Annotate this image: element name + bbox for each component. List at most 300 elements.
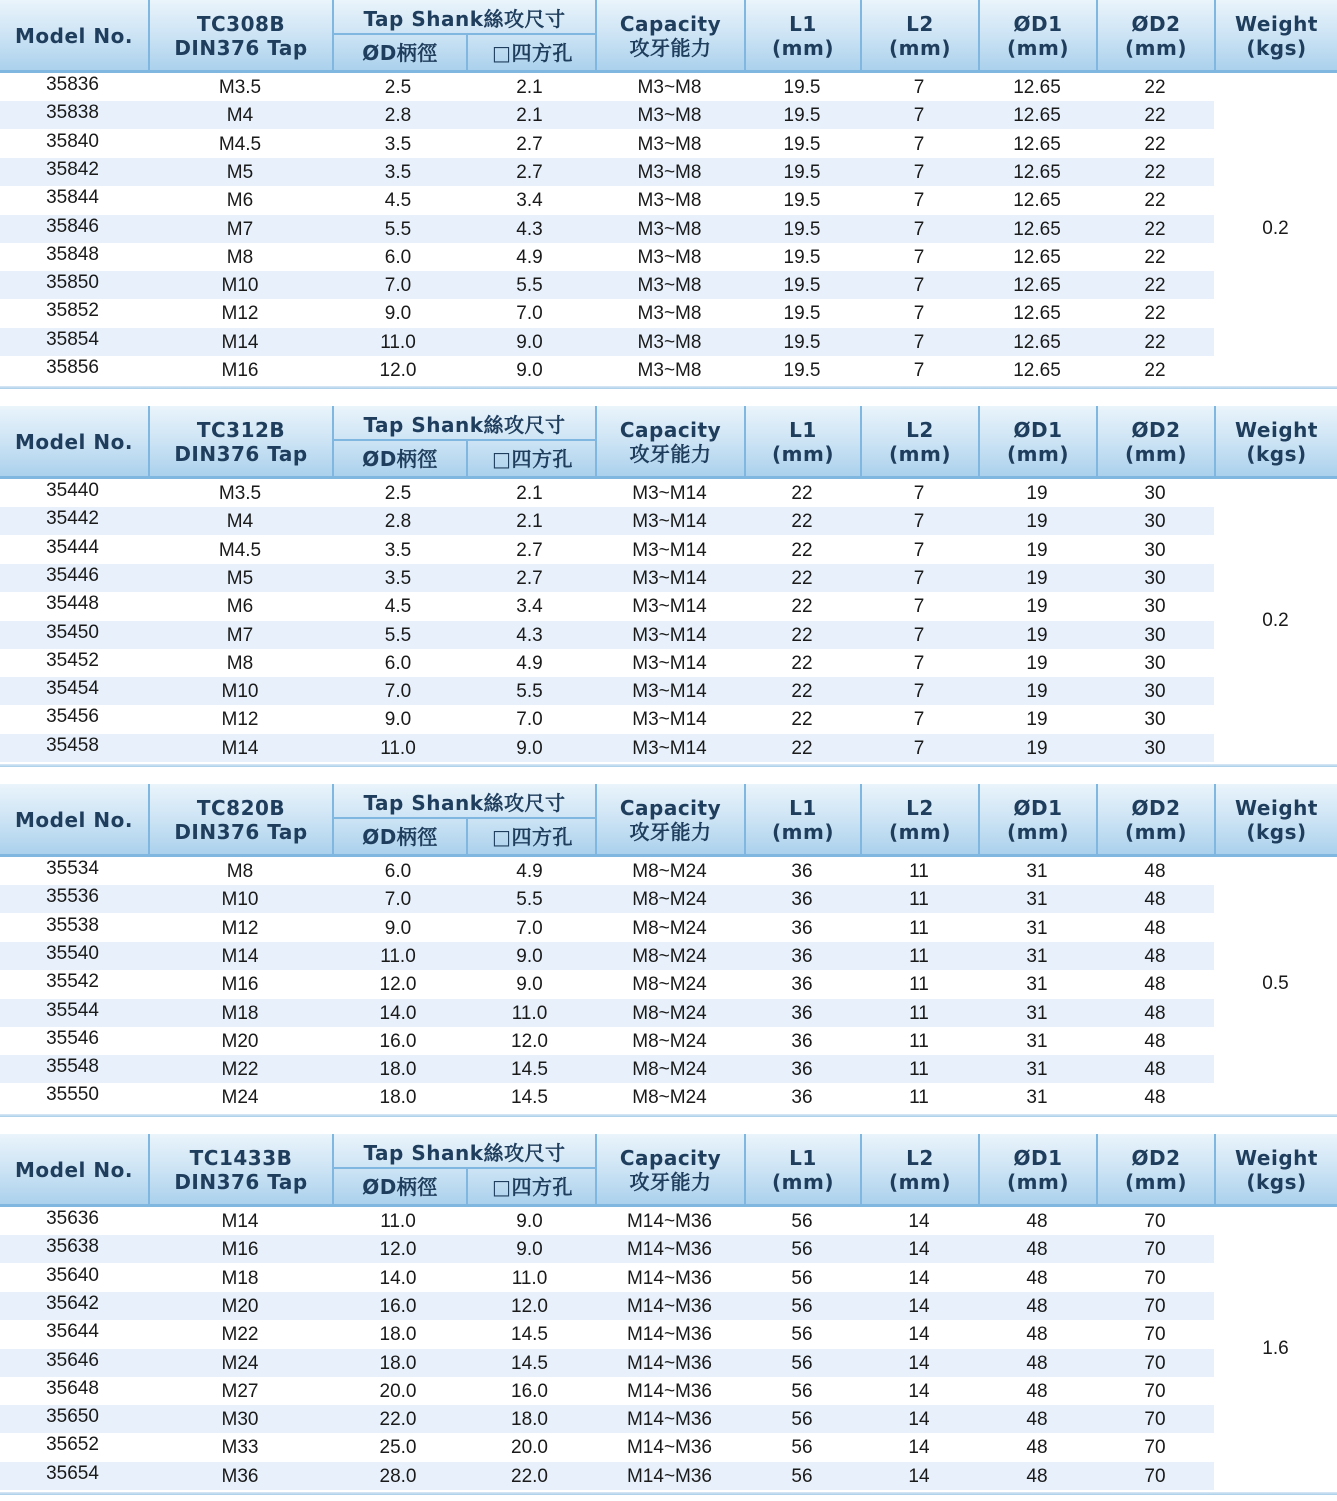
cell: M14~M36 (626, 1211, 713, 1232)
cell: 11.0 (380, 331, 416, 353)
header-capacity-line2: 攻牙能力 (629, 442, 712, 466)
header-weight-line1: Weight (1235, 796, 1318, 820)
cell: 36 (791, 1030, 813, 1052)
cell: M14~M36 (626, 1437, 713, 1459)
cell: 35850 (46, 272, 99, 294)
cell: 11 (909, 974, 929, 996)
header-d1-line1: ØD1 (1013, 12, 1063, 36)
cell: 30 (1144, 624, 1166, 646)
cell: M6 (226, 190, 254, 212)
cell: M3~M14 (632, 511, 707, 533)
header-capacity-line2: 攻牙能力 (629, 820, 712, 844)
header-series-line2: DIN376 Tap (174, 442, 308, 466)
table-row (0, 1405, 1214, 1433)
cell: 14 (908, 1267, 930, 1289)
cell: 11.0 (511, 1267, 548, 1289)
cell: 36 (791, 974, 813, 996)
cell: 30 (1144, 596, 1166, 618)
cell: 35848 (46, 243, 99, 265)
cell: 2.8 (384, 105, 412, 127)
cell: 35536 (46, 886, 99, 908)
cell: 3.4 (516, 190, 543, 212)
cell: 19.5 (783, 303, 821, 325)
cell: M14 (221, 945, 259, 967)
cell: 36 (791, 1087, 813, 1109)
table-row (0, 101, 1214, 129)
header-d2-line1: ØD2 (1131, 1146, 1181, 1170)
header-weight-line2: (kgs) (1246, 1170, 1307, 1194)
table-row (0, 914, 1214, 942)
cell: 56 (791, 1295, 813, 1317)
cell: 19.5 (783, 161, 821, 183)
cell: 48 (1144, 1002, 1166, 1024)
header-l2-line1: L2 (906, 1146, 934, 1170)
cell: 14.5 (511, 1059, 548, 1081)
cell: M3~M14 (632, 681, 707, 703)
cell: 30 (1144, 709, 1166, 731)
header-weight-line1: Weight (1235, 12, 1318, 36)
cell: M5 (226, 567, 254, 589)
cell: 35836 (46, 74, 99, 95)
cell: M14~M36 (626, 1409, 713, 1431)
cell: 2.7 (516, 567, 543, 589)
header-weight-line2: (kgs) (1246, 442, 1307, 466)
cell: M3~M8 (637, 331, 702, 353)
cell: 48 (1026, 1465, 1048, 1487)
cell: 48 (1026, 1295, 1048, 1317)
spec-table (0, 406, 1337, 773)
weight-value: 0.2 (1262, 610, 1289, 631)
header-capacity-line2: 攻牙能力 (629, 36, 712, 60)
cell: M14~M36 (626, 1380, 713, 1402)
cell: 12.65 (1013, 190, 1061, 212)
header-d2-line2: (mm) (1125, 820, 1187, 844)
cell: 7 (913, 567, 925, 589)
cell: 12.0 (379, 1239, 417, 1261)
cell: 70 (1144, 1267, 1166, 1289)
cell: 14 (908, 1324, 930, 1346)
header-weight (1214, 1134, 1337, 1206)
cell: 31 (1026, 1087, 1048, 1109)
header-tap-shank (332, 784, 595, 856)
cell: M12 (221, 917, 259, 939)
cell: 9.0 (516, 331, 543, 353)
cell: 4.9 (516, 652, 543, 674)
cell: 35844 (46, 187, 99, 209)
cell: 56 (791, 1437, 813, 1459)
header-l2 (860, 784, 978, 856)
cell: M14~M36 (626, 1465, 713, 1487)
header-capacity-line1: Capacity (619, 1146, 722, 1170)
header-l2-line1: L2 (906, 796, 934, 820)
header-series-line1: TC312B (196, 418, 286, 442)
table-row (0, 621, 1214, 649)
cell: 70 (1144, 1409, 1166, 1431)
table-row (0, 677, 1214, 705)
header-l1-line1: L1 (789, 1146, 817, 1170)
cell: 7 (913, 596, 925, 618)
cell: 48 (1144, 1087, 1166, 1109)
cell: 19 (1026, 737, 1048, 759)
cell: M10 (221, 275, 259, 297)
cell: 35838 (46, 102, 99, 124)
cell: 12.0 (379, 974, 417, 996)
cell: 2.5 (384, 77, 412, 98)
cell: 31 (1026, 917, 1048, 939)
header-model (0, 1134, 148, 1206)
cell: 7.0 (516, 709, 543, 731)
header-l2-line1: L2 (906, 12, 934, 36)
table-row (0, 1235, 1214, 1263)
cell: 30 (1144, 567, 1166, 589)
cell: 11 (909, 1059, 929, 1081)
cell: 48 (1144, 861, 1166, 882)
table-row (0, 1320, 1214, 1348)
cell: 19 (1026, 681, 1048, 703)
cell: 22 (791, 652, 813, 674)
cell: 14.5 (511, 1352, 548, 1374)
cell: 14 (908, 1211, 930, 1232)
cell: 11.0 (380, 737, 416, 759)
cell: 18.0 (379, 1059, 417, 1081)
cell: M3~M8 (637, 303, 702, 325)
cell: 48 (1026, 1380, 1048, 1402)
header-d1 (978, 1134, 1096, 1206)
header-l2-line2: (mm) (889, 1170, 951, 1194)
table-footer-line (0, 1492, 1337, 1495)
cell: 35444 (46, 536, 99, 558)
table-row (0, 507, 1214, 535)
cell: M3~M14 (632, 737, 707, 759)
cell: 7 (913, 133, 925, 155)
header-l1-line2: (mm) (772, 36, 834, 60)
header-weight-line2: (kgs) (1246, 36, 1307, 60)
header-d2-line2: (mm) (1125, 442, 1187, 466)
header-d2 (1096, 406, 1214, 478)
cell: 19 (1026, 624, 1048, 646)
cell: 19 (1026, 709, 1048, 731)
table-row (0, 1349, 1214, 1377)
spec-table (0, 1134, 1337, 1501)
cell: 7 (913, 303, 925, 325)
cell: M24 (221, 1352, 259, 1374)
cell: 12.65 (1013, 275, 1061, 297)
cell: M8~M24 (632, 917, 707, 939)
cell: 9.0 (384, 303, 412, 325)
header-weight (1214, 406, 1337, 478)
table-footer-line (0, 386, 1337, 389)
cell: 12.65 (1013, 303, 1061, 325)
cell: 5.5 (384, 218, 412, 240)
cell: 28.0 (379, 1465, 417, 1487)
cell: 12.65 (1013, 105, 1061, 127)
cell: 48 (1144, 1059, 1166, 1081)
cell: 70 (1144, 1211, 1166, 1232)
cell: M8~M24 (632, 1087, 707, 1109)
cell: 56 (791, 1267, 813, 1289)
cell: M16 (221, 974, 259, 996)
table-row (0, 1264, 1214, 1292)
cell: 11 (909, 1002, 929, 1024)
header-d2-line2: (mm) (1125, 36, 1187, 60)
header-d1 (978, 0, 1096, 72)
header-capacity (595, 1134, 744, 1206)
header-shank-title: Tap Shank絲攻尺寸 (334, 1134, 595, 1169)
cell: 70 (1144, 1465, 1166, 1487)
cell: M14~M36 (626, 1324, 713, 1346)
cell: 7 (913, 275, 925, 297)
cell: M3~M14 (632, 624, 707, 646)
header-series (148, 406, 332, 478)
cell: 11.0 (511, 1002, 548, 1024)
header-l2-line2: (mm) (889, 820, 951, 844)
cell: 56 (791, 1409, 813, 1431)
cell: 20.0 (511, 1437, 548, 1459)
cell: 30 (1144, 681, 1166, 703)
cell: 22 (1144, 218, 1166, 240)
cell: M14~M36 (626, 1352, 713, 1374)
header-shank-sub (334, 1169, 595, 1206)
cell: M22 (221, 1059, 259, 1081)
cell: 7 (913, 652, 925, 674)
header-d1-line1: ØD1 (1013, 796, 1063, 820)
header-l1-line1: L1 (789, 12, 817, 36)
cell: 11 (909, 945, 929, 967)
cell: 7 (913, 709, 925, 731)
cell: 48 (1026, 1409, 1048, 1431)
cell: 22 (791, 483, 813, 504)
table-row (0, 186, 1214, 214)
cell: 14 (908, 1437, 930, 1459)
cell: 7 (913, 539, 925, 561)
cell: 48 (1026, 1267, 1048, 1289)
header-shank-title: Tap Shank絲攻尺寸 (334, 0, 595, 35)
header-shank-square: □四方孔 (466, 35, 597, 70)
header-shank-title: Tap Shank絲攻尺寸 (334, 406, 595, 441)
table-row (0, 1292, 1214, 1320)
cell: 12.0 (379, 360, 417, 381)
table-row (0, 734, 1214, 762)
cell: 35544 (46, 999, 99, 1021)
cell: 7 (913, 246, 925, 268)
header-shank-sub (334, 35, 595, 72)
cell: 22 (791, 511, 813, 533)
cell: 35458 (46, 734, 99, 756)
cell: 12.65 (1013, 77, 1061, 98)
cell: 11 (909, 917, 929, 939)
header-l2 (860, 1134, 978, 1206)
cell: 19.5 (783, 331, 821, 353)
cell: 30 (1144, 511, 1166, 533)
cell: M8~M24 (632, 1002, 707, 1024)
cell: 35840 (46, 130, 99, 152)
weight-value: 1.6 (1262, 1338, 1289, 1359)
header-capacity-line1: Capacity (619, 418, 722, 442)
cell: 9.0 (516, 1239, 543, 1261)
header-d2 (1096, 0, 1214, 72)
cell: M22 (221, 1324, 259, 1346)
cell: 7 (913, 331, 925, 353)
cell: 35550 (46, 1084, 99, 1106)
header-model (0, 0, 148, 72)
cell: 2.7 (516, 161, 543, 183)
cell: M16 (221, 1239, 259, 1261)
cell: 35638 (46, 1236, 99, 1258)
cell: 18.0 (379, 1324, 417, 1346)
cell: M18 (221, 1002, 259, 1024)
header-d2-line1: ØD2 (1131, 12, 1181, 36)
cell: 2.1 (516, 105, 543, 127)
cell: 22 (791, 624, 813, 646)
header-shank-od: ØD柄徑 (362, 446, 438, 471)
cell: 19.5 (783, 360, 821, 381)
cell: 12.65 (1013, 161, 1061, 183)
cell: 7 (913, 737, 925, 759)
cell: M3.5 (218, 77, 262, 98)
cell: M10 (221, 889, 259, 911)
table-row (0, 328, 1214, 356)
cell: 22.0 (511, 1465, 548, 1487)
header-l1 (744, 784, 860, 856)
cell: 35640 (46, 1264, 99, 1286)
cell: 22 (1144, 331, 1166, 353)
cell: 70 (1144, 1295, 1166, 1317)
cell: M3~M14 (632, 539, 707, 561)
header-capacity-line1: Capacity (619, 12, 722, 36)
cell: M7 (226, 218, 254, 240)
cell: M14~M36 (626, 1267, 713, 1289)
header-l1 (744, 1134, 860, 1206)
header-shank-square: □四方孔 (466, 1169, 597, 1204)
cell: 70 (1144, 1352, 1166, 1374)
cell: M7 (226, 624, 254, 646)
header-series-line1: TC820B (196, 796, 286, 820)
cell: 35548 (46, 1056, 99, 1078)
header-shank-sub (334, 441, 595, 478)
cell: 6.0 (384, 861, 412, 882)
cell: 22 (1144, 133, 1166, 155)
cell: 14.5 (511, 1087, 548, 1109)
cell: 19.5 (783, 275, 821, 297)
cell: 7 (913, 77, 925, 98)
header-series-line1: TC1433B (189, 1146, 293, 1170)
cell: M3~M8 (637, 133, 702, 155)
cell: M8~M24 (632, 1030, 707, 1052)
header-tap-shank (332, 406, 595, 478)
table-row (0, 592, 1214, 620)
header-l1-line2: (mm) (772, 820, 834, 844)
cell: 30 (1144, 652, 1166, 674)
cell: 35454 (46, 678, 99, 700)
header-model (0, 784, 148, 856)
cell: 9.0 (516, 737, 543, 759)
cell: 70 (1144, 1380, 1166, 1402)
cell: 6.0 (384, 246, 412, 268)
cell: 9.0 (516, 945, 543, 967)
cell: M3~M8 (637, 275, 702, 297)
cell: 5.5 (516, 889, 543, 911)
cell: 35854 (46, 328, 99, 350)
cell: 7.0 (384, 681, 412, 703)
cell: 35540 (46, 942, 99, 964)
table-row (0, 1027, 1214, 1055)
cell: 2.8 (384, 511, 412, 533)
cell: 31 (1026, 861, 1048, 882)
cell: 30 (1144, 483, 1166, 504)
header-l1-line2: (mm) (772, 1170, 834, 1194)
header-weight-line2: (kgs) (1246, 820, 1307, 844)
table-row (0, 356, 1214, 384)
cell: 18.0 (379, 1087, 417, 1109)
cell: 5.5 (516, 275, 543, 297)
cell: 11 (909, 1030, 929, 1052)
cell: 22 (1144, 77, 1166, 98)
cell: 14 (908, 1409, 930, 1431)
header-model-label: Model No. (15, 1158, 133, 1182)
cell: 11.0 (380, 1211, 416, 1232)
cell: 12.65 (1013, 360, 1061, 381)
cell: 12.0 (511, 1295, 548, 1317)
cell: 11.0 (380, 945, 416, 967)
cell: 4.3 (516, 218, 543, 240)
table-row (0, 215, 1214, 243)
header-l2-line2: (mm) (889, 442, 951, 466)
cell: 12.0 (511, 1030, 548, 1052)
cell: 7.0 (516, 303, 543, 325)
header-d1-line2: (mm) (1007, 442, 1069, 466)
cell: M4 (226, 105, 254, 127)
header-capacity (595, 406, 744, 478)
cell: M20 (221, 1295, 259, 1317)
cell: 3.5 (384, 161, 412, 183)
cell: 48 (1026, 1211, 1048, 1232)
cell: 22 (1144, 303, 1166, 325)
table-row (0, 942, 1214, 970)
table-row (0, 999, 1214, 1027)
header-model-label: Model No. (15, 808, 133, 832)
cell: 35450 (46, 621, 99, 643)
cell: 31 (1026, 1030, 1048, 1052)
cell: 35534 (46, 858, 99, 879)
cell: 70 (1144, 1239, 1166, 1261)
table-row (0, 1377, 1214, 1405)
header-d2 (1096, 784, 1214, 856)
cell: 9.0 (384, 709, 412, 731)
cell: M12 (221, 303, 259, 325)
cell: 35448 (46, 593, 99, 615)
table-row (0, 158, 1214, 186)
cell: 31 (1026, 1002, 1048, 1024)
cell: 35542 (46, 971, 99, 993)
cell: 25.0 (379, 1437, 417, 1459)
cell: 35654 (46, 1462, 99, 1484)
header-d1 (978, 784, 1096, 856)
cell: 56 (791, 1380, 813, 1402)
cell: M3~M8 (637, 218, 702, 240)
header-l1-line2: (mm) (772, 442, 834, 466)
header-d2 (1096, 1134, 1214, 1206)
table-row (0, 705, 1214, 733)
cell: 48 (1026, 1352, 1048, 1374)
cell: 48 (1026, 1437, 1048, 1459)
cell: 22 (1144, 246, 1166, 268)
cell: 20.0 (379, 1380, 417, 1402)
cell: 4.9 (516, 861, 543, 882)
cell: 12.65 (1013, 331, 1061, 353)
cell: 2.5 (384, 483, 412, 504)
cell: 36 (791, 945, 813, 967)
cell: 9.0 (516, 360, 543, 381)
